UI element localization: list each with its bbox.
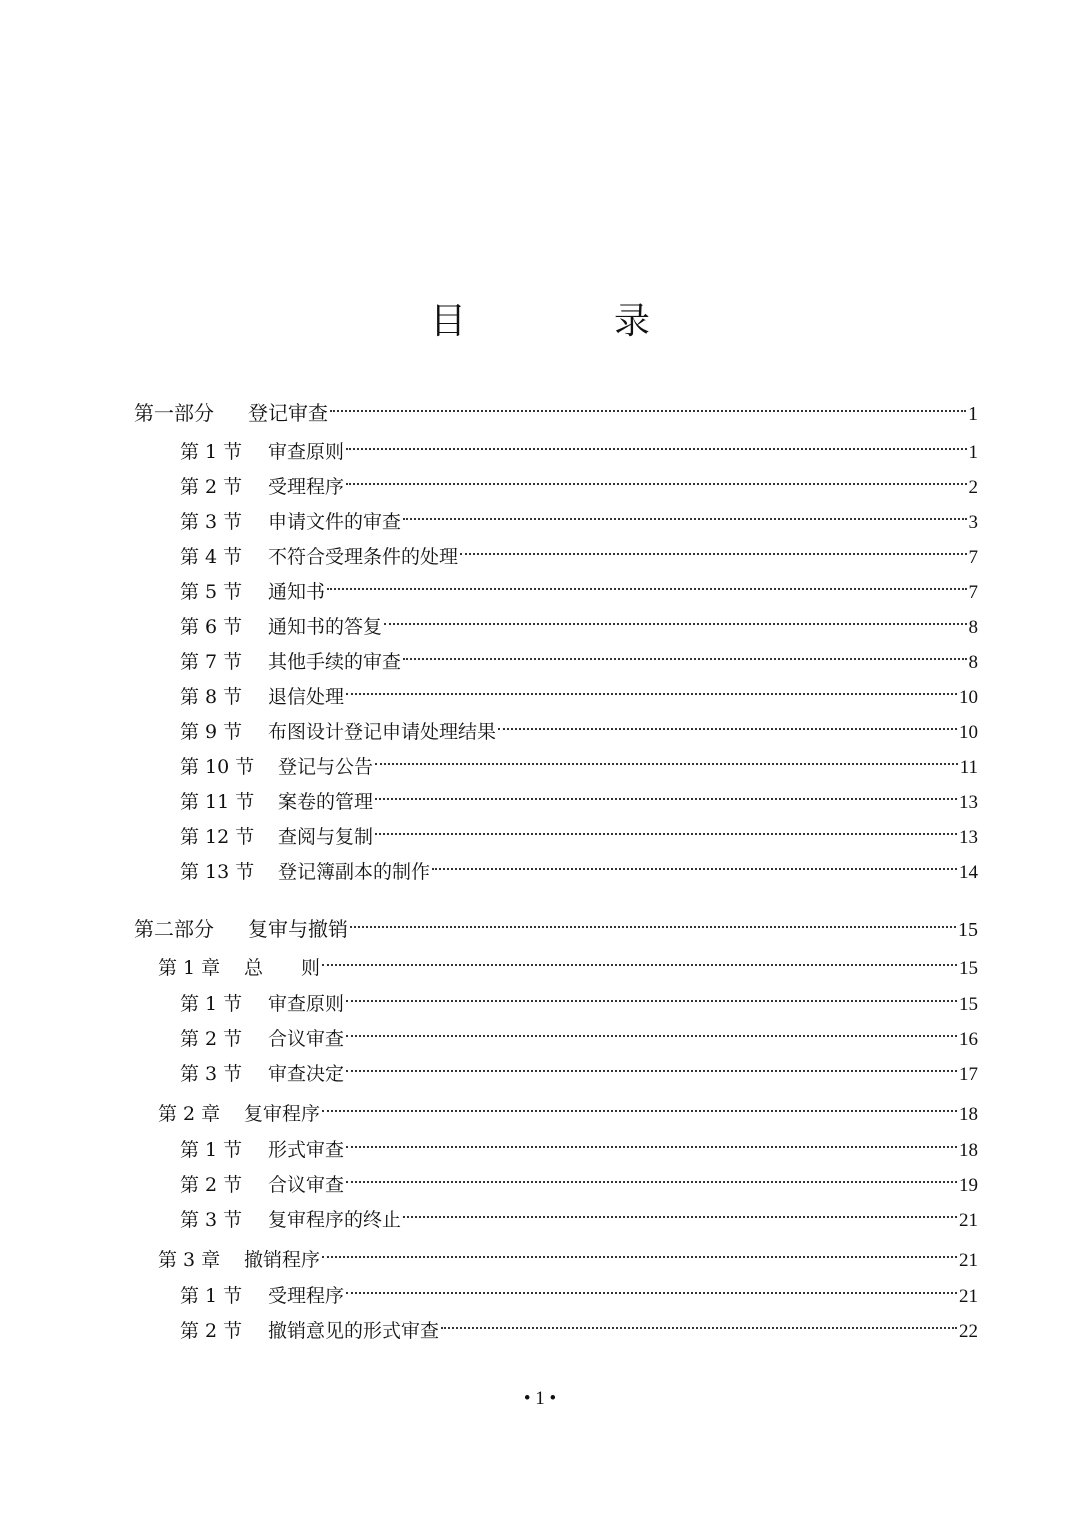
toc-section-entry[interactable]	[180, 1048, 978, 1085]
page-number: • 1 •	[523, 1388, 557, 1409]
toc-section-entry[interactable]	[180, 1194, 978, 1231]
toc-entry-number: 第 3 节	[180, 1209, 243, 1231]
toc-section-entry[interactable]	[180, 601, 978, 638]
dot-leader	[322, 1088, 957, 1120]
toc-entry-page: 21	[959, 1250, 978, 1271]
toc-entry-number: 第 13 节	[180, 861, 255, 883]
dot-leader	[346, 978, 957, 1010]
page-title: 目 录	[429, 301, 706, 342]
toc-entry-label: 布图设计登记申请处理结果	[268, 721, 497, 743]
toc-section-entry[interactable]	[180, 741, 978, 778]
toc-section-entry[interactable]	[180, 978, 978, 1015]
toc-entry-number: 第 1 节	[180, 1139, 243, 1161]
dot-leader	[460, 531, 966, 563]
toc-section-entry[interactable]	[180, 461, 978, 498]
toc-section-entry[interactable]	[180, 706, 978, 743]
toc-entry-label: 查阅与复制	[278, 826, 374, 848]
toc-entry-label: 受理程序	[268, 476, 345, 498]
toc-section-entry[interactable]	[180, 1159, 978, 1196]
toc-entry-label: 案卷的管理	[278, 791, 374, 813]
toc-entry-page: 18	[959, 1140, 978, 1161]
toc-entry-number: 第 2 节	[180, 1320, 243, 1342]
toc-section-entry[interactable]	[180, 811, 978, 848]
dot-leader	[375, 811, 957, 843]
dot-leader	[384, 601, 966, 633]
toc-entry-page: 21	[959, 1286, 978, 1307]
toc-entry-page: 15	[958, 919, 978, 941]
dot-leader	[432, 846, 957, 878]
toc-entry-number: 第 3 节	[180, 511, 243, 533]
dot-leader	[403, 496, 966, 528]
toc-entry-page: 13	[959, 827, 978, 848]
dot-leader	[403, 636, 966, 668]
toc-entry-number: 第 1 节	[180, 993, 243, 1015]
toc-entry-label: 总 则	[244, 957, 321, 979]
toc-section-entry[interactable]	[180, 531, 978, 568]
dot-leader	[346, 1270, 957, 1302]
toc-entry-page: 1	[968, 403, 978, 425]
toc-entry-label: 登记与公告	[278, 756, 374, 778]
toc-entry-page: 7	[968, 582, 978, 603]
toc-entry-number: 第 1 章	[158, 957, 221, 979]
toc-entry-number: 第 11 节	[180, 791, 255, 813]
toc-entry-page: 10	[959, 687, 978, 708]
toc-entry-number: 第 2 节	[180, 1028, 243, 1050]
toc-section-entry[interactable]	[180, 636, 978, 673]
dot-leader	[403, 1194, 957, 1226]
toc-entry-page: 18	[959, 1104, 978, 1125]
toc-entry-number: 第 1 节	[180, 441, 243, 463]
toc-entry-number: 第 6 节	[180, 616, 243, 638]
toc-entry-label: 登记簿副本的制作	[278, 861, 431, 883]
toc-entry-page: 22	[959, 1321, 978, 1342]
toc-entry-label: 申请文件的审查	[268, 511, 402, 533]
toc-entry-page: 7	[968, 547, 978, 568]
toc-entry-label: 通知书	[268, 581, 326, 603]
toc-chapter-entry[interactable]	[158, 1234, 978, 1271]
toc-entry-page: 15	[959, 994, 978, 1015]
dot-leader	[322, 942, 957, 974]
dot-leader	[330, 388, 966, 420]
toc-entry-page: 13	[959, 792, 978, 813]
toc-entry-number: 第一部分	[134, 401, 214, 425]
dot-leader	[346, 1159, 957, 1191]
toc-section-entry[interactable]	[180, 1124, 978, 1161]
toc-section-entry[interactable]	[180, 566, 978, 603]
toc-entry-number: 第 3 章	[158, 1249, 221, 1271]
dot-leader	[350, 904, 956, 936]
toc-entry-page: 21	[959, 1210, 978, 1231]
toc-entry-page: 15	[959, 958, 978, 979]
toc-entry-number: 第 2 章	[158, 1103, 221, 1125]
toc-entry-label: 其他手续的审查	[268, 651, 402, 673]
toc-entry-label: 复审与撤销	[248, 917, 348, 941]
toc-entry-label: 合议审查	[268, 1028, 345, 1050]
dot-leader	[346, 1013, 957, 1045]
dot-leader	[375, 776, 957, 808]
toc-entry-page: 2	[968, 477, 978, 498]
toc-entry-label: 审查决定	[268, 1063, 345, 1085]
toc-entry-label: 审查原则	[268, 993, 345, 1015]
dot-leader	[441, 1305, 957, 1337]
dot-leader	[346, 1048, 957, 1080]
toc-entry-page: 19	[959, 1175, 978, 1196]
toc-chapter-entry[interactable]	[158, 1088, 978, 1125]
toc-section-entry[interactable]	[180, 1013, 978, 1050]
toc-entry-label: 通知书的答复	[268, 616, 383, 638]
toc-entry-number: 第 1 节	[180, 1285, 243, 1307]
dot-leader	[346, 426, 966, 458]
toc-entry-number: 第 7 节	[180, 651, 243, 673]
toc-section-entry[interactable]	[180, 1305, 978, 1342]
toc-entry-number: 第 3 节	[180, 1063, 243, 1085]
toc-entry-label: 登记审查	[248, 401, 328, 425]
toc-section-entry[interactable]	[180, 496, 978, 533]
toc-entry-label: 退信处理	[268, 686, 345, 708]
toc-section-entry[interactable]	[180, 776, 978, 813]
toc-entry-number: 第 4 节	[180, 546, 243, 568]
dot-leader	[346, 461, 966, 493]
dot-leader	[346, 671, 957, 703]
toc-entry-number: 第 10 节	[180, 756, 255, 778]
toc-entry-number: 第 2 节	[180, 476, 243, 498]
toc-part-heading[interactable]	[134, 904, 978, 941]
toc-entry-page: 10	[959, 722, 978, 743]
toc-section-entry[interactable]	[180, 426, 978, 463]
toc-entry-number: 第 5 节	[180, 581, 243, 603]
toc-entry-page: 14	[959, 862, 978, 883]
toc-section-entry[interactable]	[180, 671, 978, 708]
toc-section-entry[interactable]	[180, 846, 978, 883]
toc-entry-number: 第 12 节	[180, 826, 255, 848]
dot-leader	[346, 1124, 957, 1156]
toc-entry-label: 撤销程序	[244, 1249, 321, 1271]
toc-entry-page: 11	[959, 757, 978, 778]
toc-entry-page: 17	[959, 1064, 978, 1085]
toc-entry-number: 第 9 节	[180, 721, 243, 743]
dot-leader	[327, 566, 966, 598]
dot-leader	[322, 1234, 957, 1266]
toc-entry-label: 撤销意见的形式审查	[268, 1320, 440, 1342]
toc-section-entry[interactable]	[180, 1270, 978, 1307]
toc-entry-page: 16	[959, 1029, 978, 1050]
toc-entry-label: 合议审查	[268, 1174, 345, 1196]
toc-entry-label: 审查原则	[268, 441, 345, 463]
toc-entry-label: 复审程序的终止	[268, 1209, 402, 1231]
toc-entry-label: 复审程序	[244, 1103, 321, 1125]
dot-leader	[498, 706, 957, 738]
toc-entry-label: 受理程序	[268, 1285, 345, 1307]
toc-entry-number: 第 2 节	[180, 1174, 243, 1196]
toc-entry-label: 不符合受理条件的处理	[268, 546, 459, 568]
toc-entry-page: 8	[968, 617, 978, 638]
toc-entry-page: 8	[968, 652, 978, 673]
toc-part-heading[interactable]	[134, 388, 978, 425]
toc-entry-label: 形式审查	[268, 1139, 345, 1161]
toc-entry-number: 第二部分	[134, 917, 214, 941]
toc-entry-number: 第 8 节	[180, 686, 243, 708]
dot-leader	[375, 741, 958, 773]
toc-entry-page: 1	[968, 442, 978, 463]
toc-chapter-entry[interactable]	[158, 942, 978, 979]
toc-entry-page: 3	[968, 512, 978, 533]
